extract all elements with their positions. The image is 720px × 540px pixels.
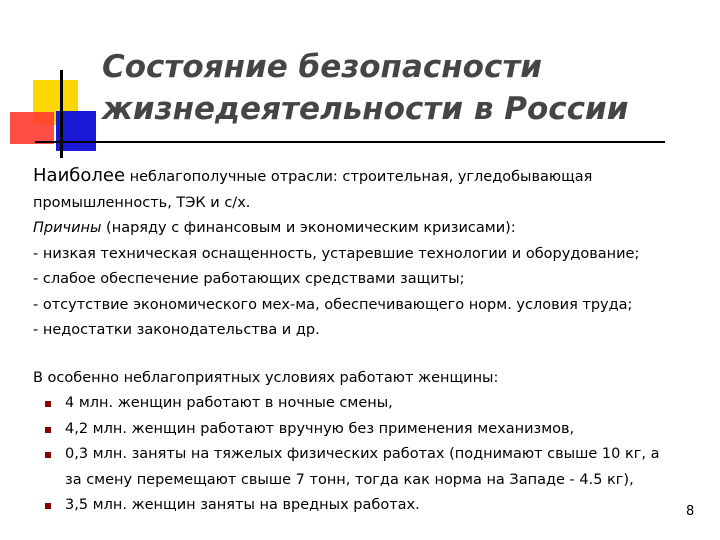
square-bullet-icon: [45, 452, 51, 458]
list-item: [33, 391, 713, 417]
page-number: 8: [686, 504, 695, 519]
list-item: [33, 417, 713, 443]
intro-line-2: промышленность, ТЭК и с/х.: [33, 194, 251, 211]
slide-body: [33, 163, 713, 519]
square-bullet-icon: [45, 503, 51, 509]
cause-item: - недостатки законодательства и др.: [33, 322, 320, 338]
cause-item: - слабое обеспечение работающих средствами защиты;: [33, 271, 465, 287]
cause-item: - низкая техническая оснащенность, устаревшие технологии и оборудование;: [33, 245, 640, 262]
causes-heading: [33, 216, 713, 242]
intro-rest: неблагополучные отрасли: строительная, угледобывающая: [125, 169, 593, 185]
list-item: [33, 442, 713, 468]
square-bullet-icon: [45, 401, 51, 407]
spacer: [33, 344, 713, 366]
list-item-text: 0,3 млн. заняты на тяжелых физических работах (поднимают свыше 10 кг, а: [65, 446, 660, 462]
intro-line-1: [33, 163, 713, 191]
square-bullet-icon: [45, 427, 51, 433]
decor-red-square: [10, 112, 54, 144]
title-line-1: Состояние безопасности: [102, 49, 543, 85]
women-heading: В особенно неблагоприятных условиях работают женщины:: [33, 369, 499, 386]
list-item-text: 4 млн. женщин работают в ночные смены,: [65, 395, 393, 411]
slide-title: [102, 46, 702, 130]
decor-horizontal-rule: [35, 141, 665, 143]
decor-vertical-line: [60, 70, 63, 158]
title-line-2: жизнедеятельности в России: [102, 91, 629, 127]
cause-item: - отсутствие экономического мех-ма, обеспечивающего норм. условия труда;: [33, 296, 633, 313]
intro-first-word: Наиболее: [33, 165, 126, 186]
list-item-text: 3,5 млн. женщин заняты на вредных работах.: [65, 497, 420, 513]
list-item-continuation: за смену перемещают свыше 7 тонн, тогда как норма на Западе - 4.5 кг),: [65, 471, 634, 488]
list-item-text: 4,2 млн. женщин работают вручную без применения механизмов,: [65, 420, 575, 437]
causes-rest: (наряду с финансовым и экономическим кризисами):: [101, 220, 516, 236]
list-item: [33, 493, 713, 519]
causes-label: Причины: [33, 220, 102, 236]
